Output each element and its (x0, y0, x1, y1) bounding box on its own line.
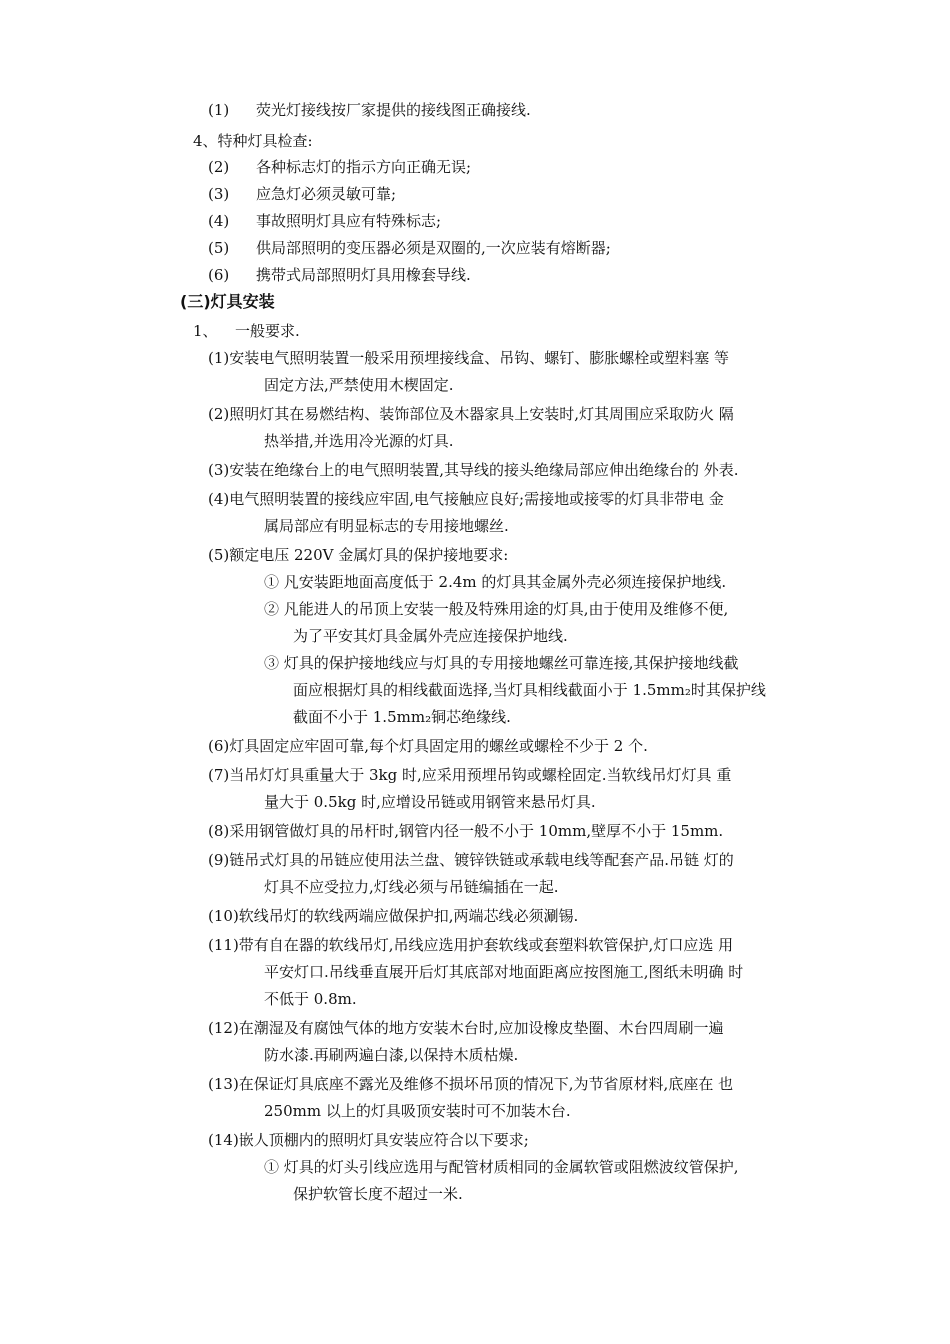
section-heading: 4、特种灯具检查: (193, 132, 313, 150)
paragraph-line: (2)照明灯其在易燃结构、装饰部位及木器家具上安装时,灯其周围应采取防火 隔 (208, 405, 734, 423)
paragraph-line: (1)安装电气照明装置一般采用预埋接线盒、吊钩、螺钉、膨胀螺栓或塑料塞 等 (208, 349, 730, 367)
list-item (208, 184, 396, 204)
list-item (208, 265, 471, 285)
paragraph-line: (11)带有自在器的软线吊灯,吊线应选用护套软线或套塑料软管保护,灯口应选 用 (208, 936, 734, 954)
sub-item-continuation: 面应根据灯具的相线截面选择,当灯具相线截面小于 1.5mm₂时其保护线 (293, 681, 766, 699)
sub-item: ③ 灯具的保护接地线应与灯具的专用接地螺丝可靠连接,其保护接地线截 (264, 654, 739, 672)
list-item (208, 238, 611, 258)
item-number: (4) (208, 212, 230, 230)
paragraph-line: (10)软线吊灯的软线两端应做保护扣,两端芯线必须涮锡. (208, 907, 579, 925)
list-item (208, 100, 531, 120)
paragraph-line: (13)在保证灯具底座不露光及维修不损坏吊顶的情况下,为节省原材料,底座在 也 (208, 1075, 734, 1093)
item-number: 1、 (193, 322, 218, 340)
paragraph-line: (5)额定电压 220V 金属灯具的保护接地要求: (208, 546, 509, 564)
paragraph-line: 量大于 0.5kg 时,应增设吊链或用钢管来悬吊灯具. (264, 793, 596, 811)
item-number: (5) (208, 239, 230, 257)
paragraph-line: 250mm 以上的灯具吸顶安装时可不加装木台. (264, 1102, 571, 1120)
item-number: (2) (208, 158, 230, 176)
paragraph-line: (4)电气照明装置的接线应牢固,电气接触应良好;需接地或接零的灯具非带电 金 (208, 490, 724, 508)
paragraph-line: 属局部应有明显标志的专用接地螺丝. (264, 517, 509, 535)
item-text: 应急灯必须灵敏可靠; (256, 185, 397, 203)
paragraph-line: (9)链吊式灯具的吊链应使用法兰盘、镀锌铁链或承载电线等配套产品.吊链 灯的 (208, 851, 734, 869)
subsection-heading (193, 321, 300, 341)
paragraph-line: (3)安装在绝缘台上的电气照明装置,其导线的接头绝缘局部应伸出绝缘台的 外表. (208, 461, 739, 479)
item-text: 一般要求. (235, 322, 300, 340)
sub-item-continuation: 为了平安其灯具金属外壳应连接保护地线. (293, 627, 568, 645)
item-text: 事故照明灯具应有特殊标志; (256, 212, 442, 230)
item-text: 携带式局部照明灯具用橡套导线. (256, 266, 471, 284)
paragraph-line: (12)在潮湿及有腐蚀气体的地方安装木台时,应加设橡皮垫圈、木台四周刷一遍 (208, 1019, 724, 1037)
item-text: 供局部照明的变压器必须是双圈的,一次应装有熔断器; (256, 239, 611, 257)
paragraph-line: 防水漆.再刷两遍白漆,以保持木质枯燥. (264, 1046, 519, 1064)
item-number: (3) (208, 185, 230, 203)
paragraph-line: (6)灯具固定应牢固可靠,每个灯具固定用的螺丝或螺栓不少于 2 个. (208, 737, 648, 755)
sub-item: ① 灯具的灯头引线应选用与配管材质相同的金属软管或阻燃波纹管保护, (264, 1158, 739, 1176)
sub-item-continuation: 截面不小于 1.5mm₂铜芯绝缘线. (293, 708, 511, 726)
paragraph-line: 不低于 0.8m. (264, 990, 357, 1008)
sub-item: ② 凡能进人的吊顶上安装一般及特殊用途的灯具,由于使用及维修不便, (264, 600, 729, 618)
paragraph-line: 热举措,并选用冷光源的灯具. (264, 432, 454, 450)
paragraph-line: 固定方法,严禁使用木楔固定. (264, 376, 454, 394)
paragraph-line: (14)嵌人顶棚内的照明灯具安装应符合以下要求; (208, 1131, 529, 1149)
paragraph-line: (7)当吊灯灯具重量大于 3kg 时,应采用预埋吊钩或螺栓固定.当软线吊灯灯具 重 (208, 766, 732, 784)
paragraph-line: 平安灯口.吊线垂直展开后灯其底部对地面距离应按图施工,图纸未明确 时 (264, 963, 744, 981)
list-item (208, 157, 471, 177)
item-number: (1) (208, 101, 230, 119)
item-text: 荧光灯接线按厂家提供的接线图正确接线. (256, 101, 531, 119)
paragraph-line: (8)采用钢管做灯具的吊杆时,钢管内径一般不小于 10mm,壁厚不小于 15mm. (208, 822, 724, 840)
section-title: (三)灯具安装 (180, 292, 275, 311)
paragraph-line: 灯具不应受拉力,灯线必须与吊链编插在一起. (264, 878, 559, 896)
item-text: 各种标志灯的指示方向正确无误; (256, 158, 472, 176)
item-number: (6) (208, 266, 230, 284)
sub-item: ① 凡安装距地面高度低于 2.4m 的灯具其金属外壳必须连接保护地线. (264, 573, 727, 591)
list-item (208, 211, 441, 231)
sub-item-continuation: 保护软管长度不超过一米. (293, 1185, 463, 1203)
